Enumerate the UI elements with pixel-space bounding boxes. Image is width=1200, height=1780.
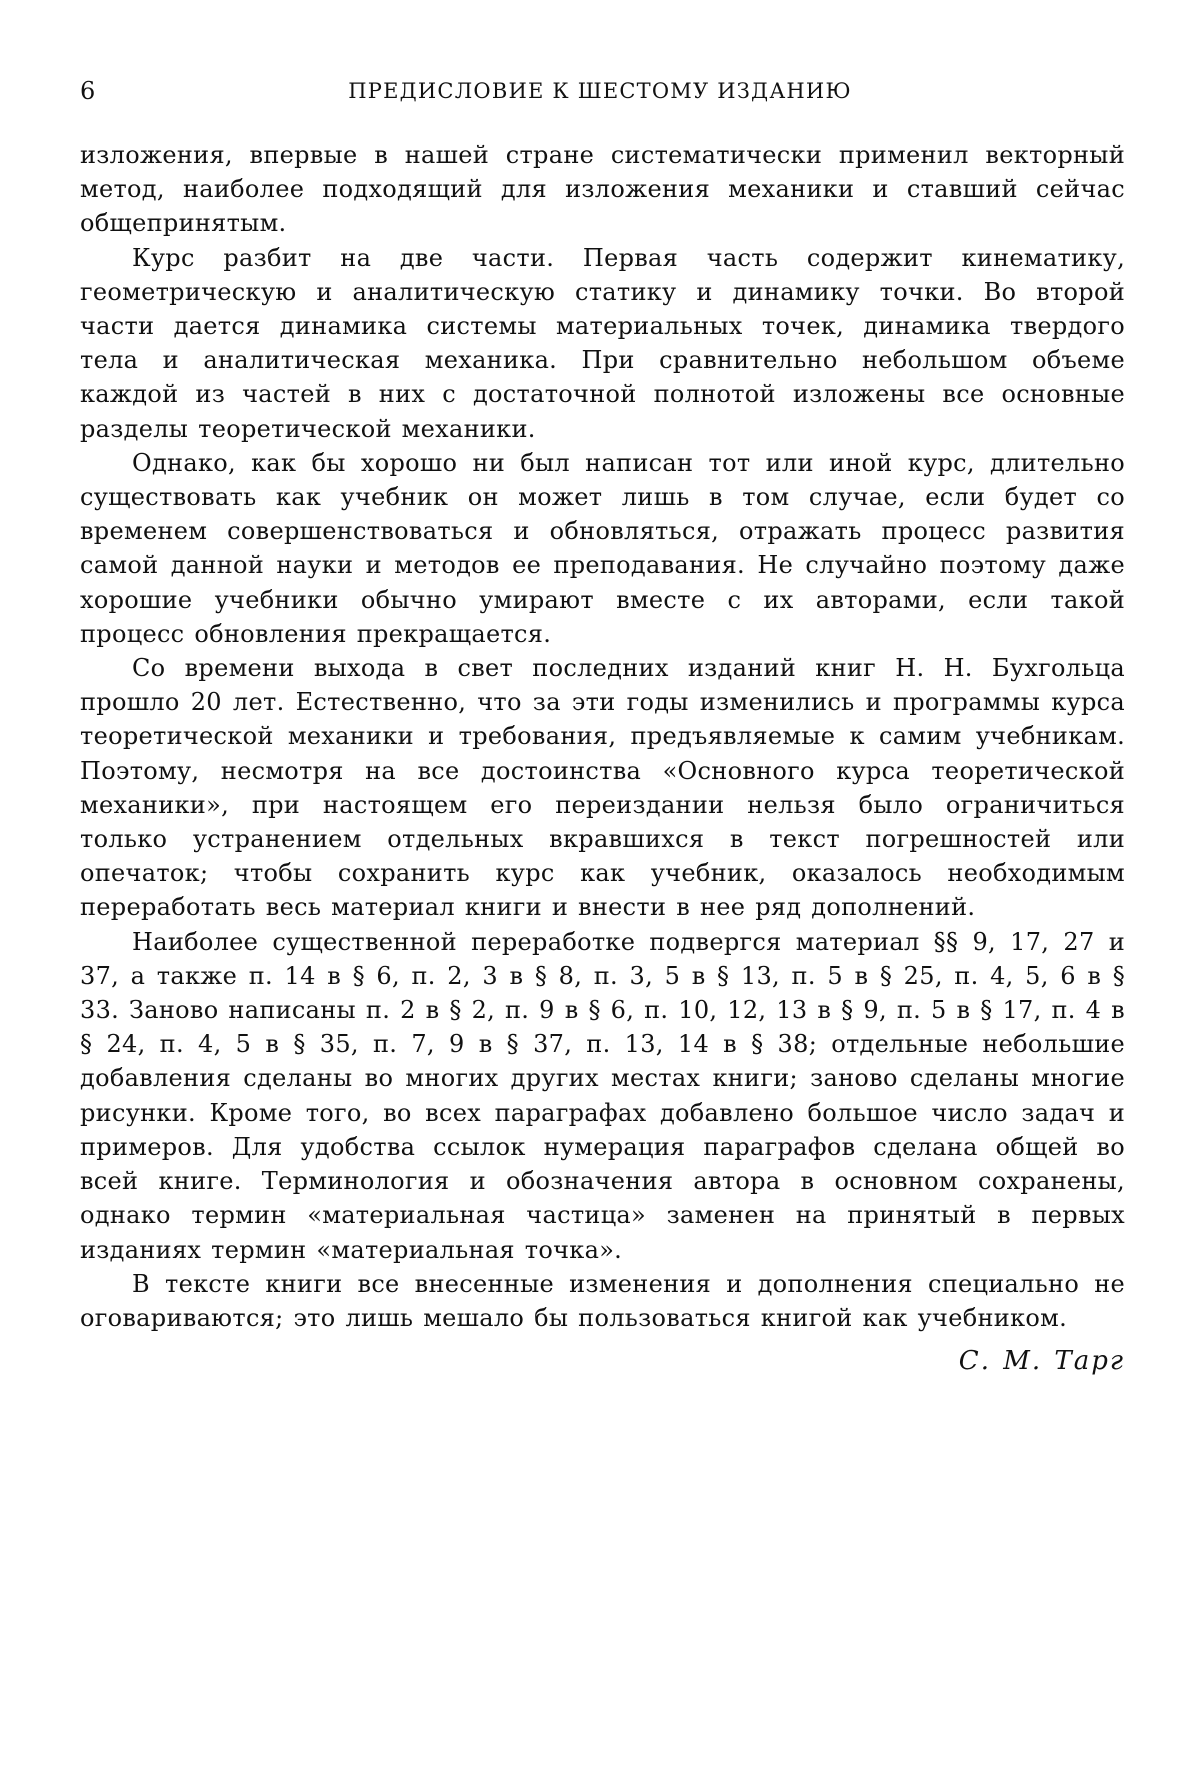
paragraph-closing-note: В тексте книги все внесенные изменения и дополнения специально не оговариваются; это лишь мешало бы пользоваться книгой как учебником.: [80, 1269, 1125, 1332]
running-head-title: ПРЕДИСЛОВИЕ К ШЕСТОМУ ИЗДАНИЮ: [348, 79, 852, 103]
author-signature: С. М. Тарг: [958, 1346, 1125, 1377]
preface-body: [80, 138, 1125, 1379]
paragraph-continuation: изложения, впервые в нашей стране систематически применил векторный метод, наиболее подходящий для изложения механики и ставший сейчас общепринятым.: [80, 141, 1125, 238]
running-head: [80, 74, 1120, 108]
paragraph-revision-details: Наиболее существенной переработке подвергся материал §§ 9, 17, 27 и 37, а также п. 14 в § 6, п. 2, 3 в § 8, п. 3, 5 в § 13, п. 5 в § 25, п. 4, 5, 6 в § 33. Заново написаны п. 2 в § 2, п. 9 в § 6, п. 10, 12, 13 в § 9, п. 5 в § 17, п. 4 в § 24, п. 4, 5 в § 35, п. 7, 9 в § 37, п. 13, 14 в § 38; отдельные небольшие добавления сделаны во многих других местах книги; заново сделаны многие рисунки. Кроме того, во всех параграфах добавлено большое число задач и примеров. Для удобства ссылок нумерация параграфов сделана общей во всей книге. Терминология и обозначения автора в основном сохранены, однако термин «материальная частица» заменен на принятый в первых изданиях термин «материальная точка».: [80, 927, 1125, 1264]
paragraph-course-structure: Курс разбит на две части. Первая часть содержит кинематику, геометрическую и аналитическую статику и динамику точки. Во второй части дается динамика системы материальных точек, динамика твердого тела и аналитическая механика. При сравнительно небольшом объеме каждой из частей в них с достаточной полнотой изложены все основные разделы теоретической механики.: [80, 243, 1125, 443]
paragraph-revision-reason: Со времени выхода в свет последних изданий книг Н. Н. Бухгольца прошло 20 лет. Естественно, что за эти годы изменились и программы курса теоретической механики и требования, предъявляемые к самим учебникам. Поэтому, несмотря на все достоинства «Основного курса теоретической механики», при настоящем его переиздании нельзя было ограничиться только устранением отдельных вкравшихся в текст погрешностей или опечаток; чтобы сохранить курс как учебник, оказалось необходимым переработать весь материал книги и внести в нее ряд дополнений.: [80, 654, 1125, 922]
page-number: 6: [80, 77, 96, 105]
paragraph-textbook-renewal: Однако, как бы хорошо ни был написан тот или иной курс, длительно существовать как учебник он может лишь в том случае, если будет со временем совершенствоваться и обновляться, отражать процесс развития самой данной науки и методов ее преподавания. Не случайно поэтому даже хорошие учебники обычно умирают вместе с их авторами, если такой процесс обновления прекращается.: [80, 448, 1125, 648]
